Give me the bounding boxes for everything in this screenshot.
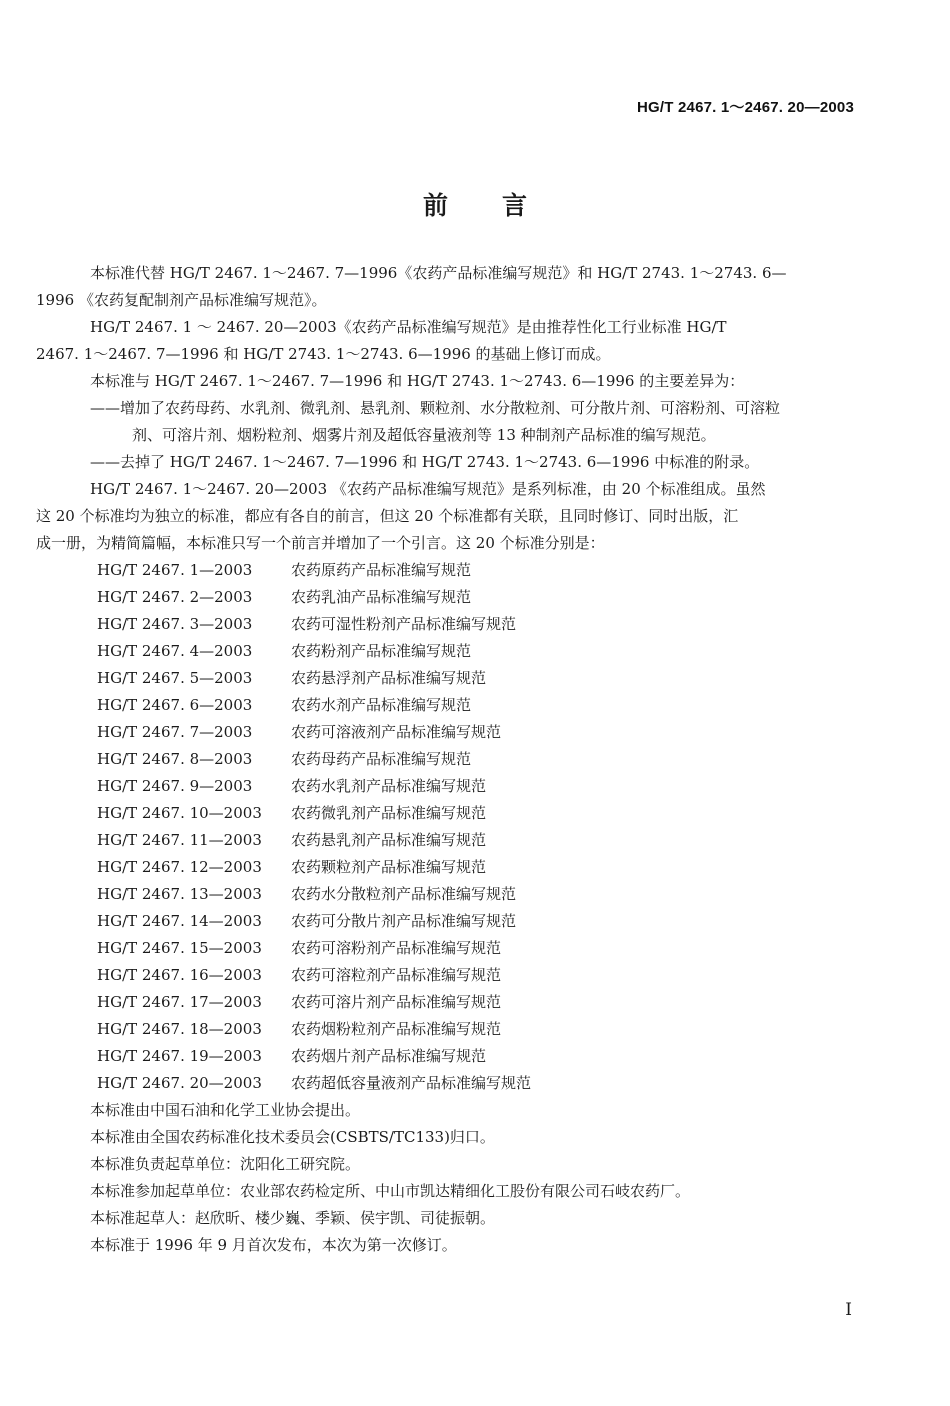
- standard-row: [90, 989, 882, 1016]
- standard-code: HG/T 2467. 2—2003: [97, 588, 253, 606]
- para-1-line-1: 本标准代替 HG/T 2467. 1～2467. 7—1996《农药产品标准编写规范》和 HG/T 2743. 1～2743. 6—: [90, 264, 787, 282]
- standard-row: [90, 881, 882, 908]
- standard-code: HG/T 2467. 4—2003: [97, 642, 253, 660]
- standard-row: [90, 1070, 882, 1097]
- standard-code: HG/T 2467. 12—2003: [97, 858, 262, 876]
- standard-title: 农药颗粒剂产品标准编写规范: [291, 858, 487, 876]
- standard-code: HG/T 2467. 18—2003: [97, 1020, 262, 1038]
- standard-title: 农药可分散片剂产品标准编写规范: [291, 912, 517, 930]
- standard-code: HG/T 2467. 1—2003: [97, 561, 253, 579]
- para-2-line-1: HG/T 2467. 1 ～ 2467. 20—2003《农药产品标准编写规范》是由推荐性化工行业标准 HG/T: [90, 318, 727, 336]
- standard-row: [90, 962, 882, 989]
- para-4-line-3: 成一册，为精简篇幅，本标准只写一个前言并增加了一个引言。这 20 个标准分别是：: [36, 534, 605, 552]
- standard-title: 农药可溶片剂产品标准编写规范: [291, 993, 502, 1011]
- standard-code: HG/T 2467. 15—2003: [97, 939, 262, 957]
- standard-row: [90, 746, 882, 773]
- para-3: 本标准与 HG/T 2467. 1～2467. 7—1996 和 HG/T 2743. 1～2743. 6—1996 的主要差异为：: [90, 372, 745, 390]
- standard-row: [90, 908, 882, 935]
- standard-title: 农药悬浮剂产品标准编写规范: [291, 669, 487, 687]
- closing-proposed-by: 本标准由中国石油和化学工业协会提出。: [90, 1101, 361, 1119]
- standard-code: HG/T 2467. 6—2003: [97, 696, 253, 714]
- standard-row: [90, 800, 882, 827]
- standard-title: 农药水分散粒剂产品标准编写规范: [291, 885, 517, 903]
- standard-code: HG/T 2467. 3—2003: [97, 615, 253, 633]
- standard-title: 农药原药产品标准编写规范: [291, 561, 472, 579]
- standard-title: 农药悬乳剂产品标准编写规范: [291, 831, 487, 849]
- dash-item-1-line-2: 剂、可溶片剂、烟粉粒剂、烟雾片剂及超低容量液剂等 13 种制剂产品标准的编写规范。: [132, 426, 716, 444]
- standard-title: 农药烟片剂产品标准编写规范: [291, 1047, 487, 1065]
- standard-row: [90, 827, 882, 854]
- standard-title: 农药超低容量液剂产品标准编写规范: [291, 1074, 532, 1092]
- standard-title: 农药粉剂产品标准编写规范: [291, 642, 472, 660]
- page-number: I: [845, 1300, 852, 1320]
- standard-row: [90, 1043, 882, 1070]
- standard-row: [90, 935, 882, 962]
- standard-row: [90, 611, 882, 638]
- standard-row: [90, 665, 882, 692]
- standard-title: 农药烟粉粒剂产品标准编写规范: [291, 1020, 502, 1038]
- standard-code: HG/T 2467. 14—2003: [97, 912, 262, 930]
- standard-row: [90, 584, 882, 611]
- standard-row: [90, 557, 882, 584]
- closing-drafters: 本标准起草人：赵欣昕、楼少巍、季颖、侯宇凯、司徒振朝。: [90, 1209, 496, 1227]
- standard-title: 农药乳油产品标准编写规范: [291, 588, 472, 606]
- standard-row: [90, 692, 882, 719]
- page-title: [0, 186, 950, 222]
- dash-item-2: ——去掉了 HG/T 2467. 1～2467. 7—1996 和 HG/T 2743. 1～2743. 6—1996 中标准的附录。: [90, 453, 760, 471]
- para-1-line-2: 1996 《农药复配制剂产品标准编写规范》。: [36, 291, 327, 309]
- standard-code: HG/T 2467. 13—2003: [97, 885, 262, 903]
- standard-title: 农药可溶粒剂产品标准编写规范: [291, 966, 502, 984]
- standard-code: HG/T 2467. 16—2003: [97, 966, 262, 984]
- standard-code: HG/T 2467. 7—2003: [97, 723, 253, 741]
- standard-title: 农药母药产品标准编写规范: [291, 750, 472, 768]
- dash-item-1-line-1: ——增加了农药母药、水乳剂、微乳剂、悬乳剂、颗粒剂、水分散粒剂、可分散片剂、可溶粉剂、可溶粒: [90, 399, 781, 417]
- closing-under: 本标准由全国农药标准化技术委员会(CSBTS/TC133)归口。: [90, 1128, 495, 1146]
- closing-history: 本标准于 1996 年 9 月首次发布，本次为第一次修订。: [90, 1236, 457, 1254]
- standard-title: 农药水剂产品标准编写规范: [291, 696, 472, 714]
- standard-code: HG/T 2467. 11—2003: [97, 831, 262, 849]
- standard-code: HG/T 2467. 17—2003: [97, 993, 262, 1011]
- closing-participants: 本标准参加起草单位：农业部农药检定所、中山市凯达精细化工股份有限公司石岐农药厂。: [90, 1182, 691, 1200]
- standard-code: HG/T 2467. 5—2003: [97, 669, 253, 687]
- standard-code: HG/T 2467. 19—2003: [97, 1047, 262, 1065]
- standard-row: [90, 1016, 882, 1043]
- standard-title: 农药可湿性粉剂产品标准编写规范: [291, 615, 517, 633]
- para-2-line-2: 2467. 1～2467. 7—1996 和 HG/T 2743. 1～2743. 6—1996 的基础上修订而成。: [36, 345, 611, 363]
- title-char-2: 言: [502, 191, 528, 220]
- standard-title: 农药可溶液剂产品标准编写规范: [291, 723, 502, 741]
- title-char-1: 前: [422, 191, 448, 220]
- standard-number-header: HG/T 2467. 1～2467. 20—2003: [636, 99, 854, 116]
- standards-list: [90, 557, 882, 1097]
- closing-drafted-by: 本标准负责起草单位：沈阳化工研究院。: [90, 1155, 361, 1173]
- standard-row: [90, 773, 882, 800]
- standard-row: [90, 854, 882, 881]
- para-4-line-2: 这 20 个标准均为独立的标准，都应有各自的前言，但这 20 个标准都有关联，且同时修订、同时出版，汇: [36, 507, 739, 525]
- standard-title: 农药微乳剂产品标准编写规范: [291, 804, 487, 822]
- standard-code: HG/T 2467. 9—2003: [97, 777, 253, 795]
- standard-row: [90, 719, 882, 746]
- para-4-line-1: HG/T 2467. 1～2467. 20—2003 《农药产品标准编写规范》是系列标准，由 20 个标准组成。虽然: [90, 480, 766, 498]
- standard-code: HG/T 2467. 8—2003: [97, 750, 253, 768]
- standard-title: 农药水乳剂产品标准编写规范: [291, 777, 487, 795]
- preface-body: [36, 260, 882, 1259]
- standard-code: HG/T 2467. 10—2003: [97, 804, 262, 822]
- standard-title: 农药可溶粉剂产品标准编写规范: [291, 939, 502, 957]
- standard-row: [90, 638, 882, 665]
- standard-code: HG/T 2467. 20—2003: [97, 1074, 262, 1092]
